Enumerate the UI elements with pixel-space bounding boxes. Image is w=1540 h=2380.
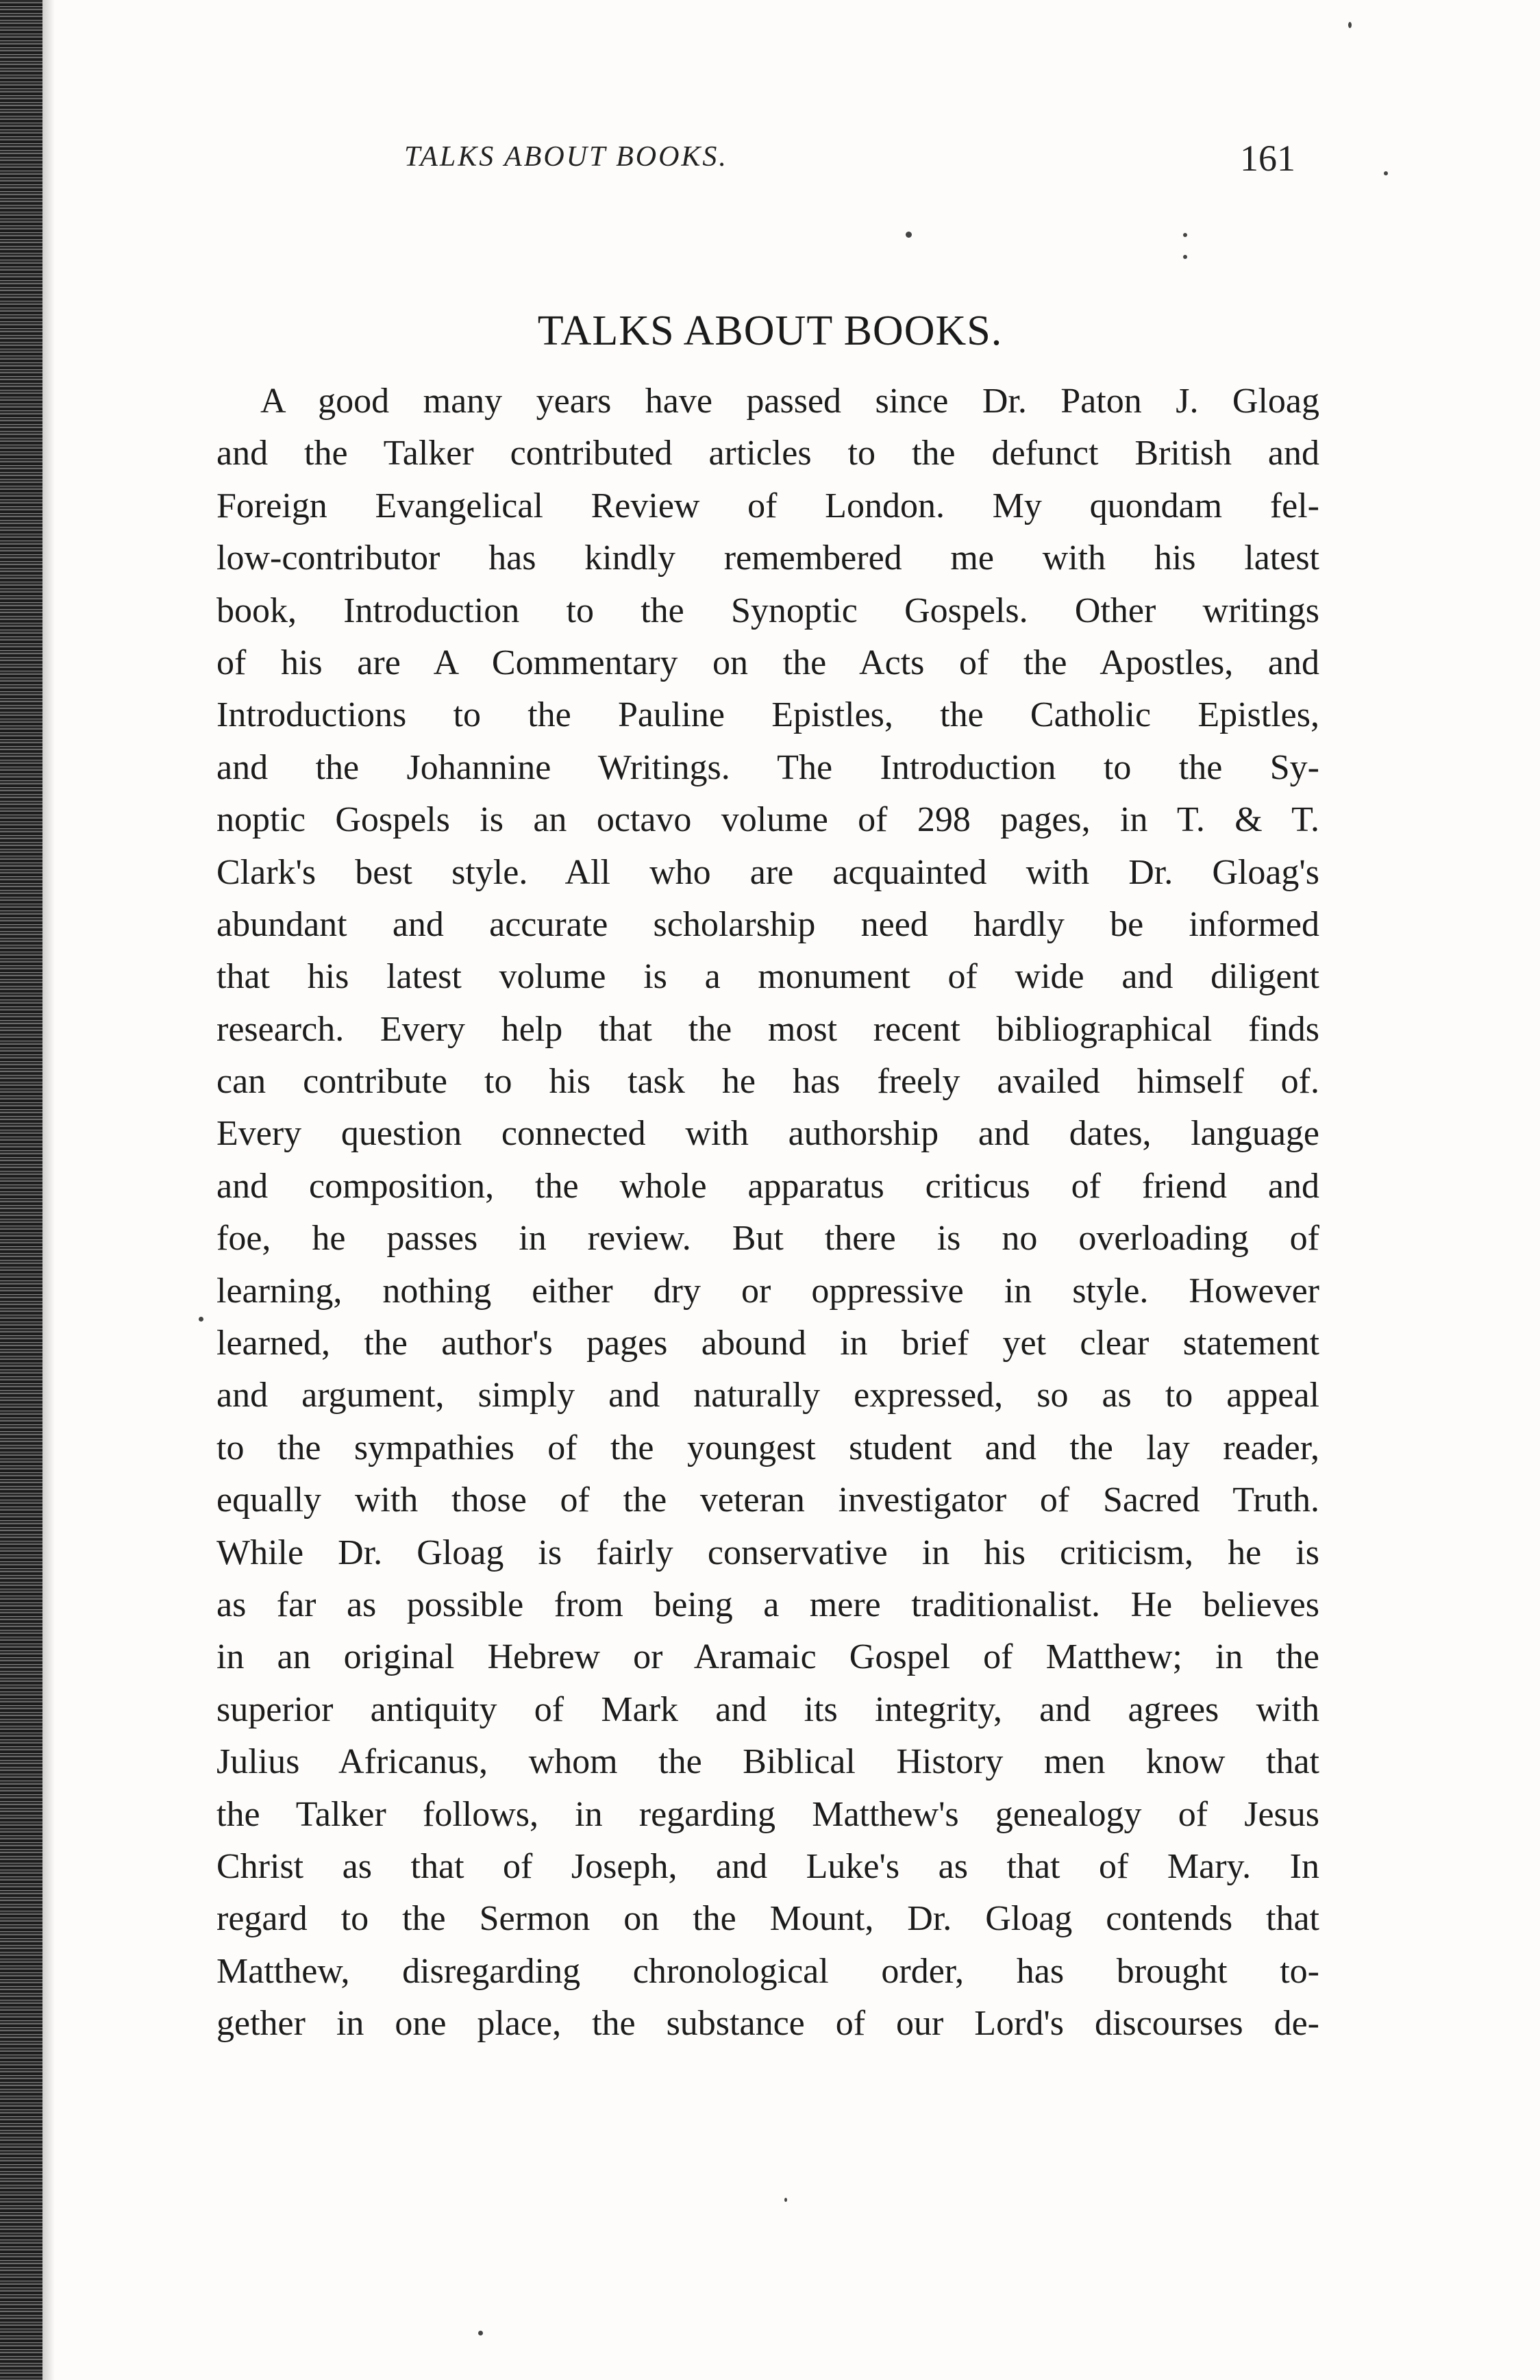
text-line: A good many years have passed since Dr. Paton J. Gloag (260, 382, 1319, 421)
scan-speck (906, 232, 912, 238)
text-line: Introductions to the Pauline Epistles, the Catholic Epistles, (216, 695, 1319, 735)
running-head: TALKS ABOUT BOOKS. (404, 141, 728, 173)
text-line: research. Every help that the most recent bibliographical finds (216, 1009, 1319, 1049)
page-number: 161 (1240, 138, 1295, 179)
text-line: equally with those of the veteran investigator of Sacred Truth. (216, 1480, 1319, 1520)
text-line: to the sympathies of the youngest student and the lay reader, (216, 1428, 1319, 1467)
text-line: While Dr. Gloag is fairly conservative in his criticism, he is (216, 1533, 1319, 1572)
scan-speck (199, 1317, 203, 1322)
scan-speck (1384, 171, 1388, 175)
text-line: Matthew, disregarding chronological order, has brought to- (216, 1951, 1319, 1991)
text-line: that his latest volume is a monument of wide and diligent (216, 957, 1319, 997)
text-line: gether in one place, the substance of our Lord's discourses de- (216, 2004, 1319, 2044)
scan-speck (1183, 233, 1187, 237)
text-line: foe, he passes in review. But there is no overloading of (216, 1219, 1319, 1259)
text-line: Christ as that of Joseph, and Luke's as that of Mary. In (216, 1846, 1319, 1886)
book-binding-edge (0, 0, 42, 2380)
scan-speck (478, 2331, 483, 2335)
scan-speck (1348, 22, 1352, 28)
text-line: of his are A Commentary on the Acts of the Apostles, and (216, 643, 1319, 682)
text-line: and composition, the whole apparatus criticus of friend and (216, 1166, 1319, 1206)
text-line: Clark's best style. All who are acquainted with Dr. Gloag's (216, 852, 1319, 892)
text-line: and the Johannine Writings. The Introduction to the Sy- (216, 747, 1319, 787)
text-line: Every question connected with authorship and dates, language (216, 1114, 1319, 1154)
text-line: learning, nothing either dry or oppressive in style. However (216, 1271, 1319, 1311)
text-line: book, Introduction to the Synoptic Gospels. Other writings (216, 591, 1319, 630)
text-line: in an original Hebrew or Aramaic Gospel of Matthew; in the (216, 1637, 1319, 1677)
text-line: low-contributor has kindly remembered me with his latest (216, 538, 1319, 578)
text-line: superior antiquity of Mark and its integrity, and agrees with (216, 1689, 1319, 1729)
text-line: learned, the author's pages abound in brief yet clear statement (216, 1324, 1319, 1363)
scan-speck (784, 2198, 787, 2202)
text-line: noptic Gospels is an octavo volume of 298 pages, in T. & T. (216, 800, 1319, 840)
text-line: the Talker follows, in regarding Matthew's genealogy of Jesus (216, 1794, 1319, 1834)
scan-speck (1183, 255, 1187, 259)
text-line: as far as possible from being a mere traditionalist. He believes (216, 1585, 1319, 1624)
text-line: and argument, simply and naturally expressed, so as to appeal (216, 1376, 1319, 1415)
text-line: can contribute to his task he has freely availed himself of. (216, 1062, 1319, 1102)
article-body (216, 375, 1319, 2050)
text-line: and the Talker contributed articles to the defunct British and (216, 434, 1319, 473)
text-line: Foreign Evangelical Review of London. My quondam fel- (216, 486, 1319, 525)
article-title: TALKS ABOUT BOOKS. (537, 308, 1003, 354)
text-line: abundant and accurate scholarship need hardly be informed (216, 904, 1319, 944)
text-line: Julius Africanus, whom the Biblical History men know that (216, 1742, 1319, 1782)
text-line: regard to the Sermon on the Mount, Dr. Gloag contends that (216, 1899, 1319, 1939)
binding-shadow (42, 0, 55, 2380)
